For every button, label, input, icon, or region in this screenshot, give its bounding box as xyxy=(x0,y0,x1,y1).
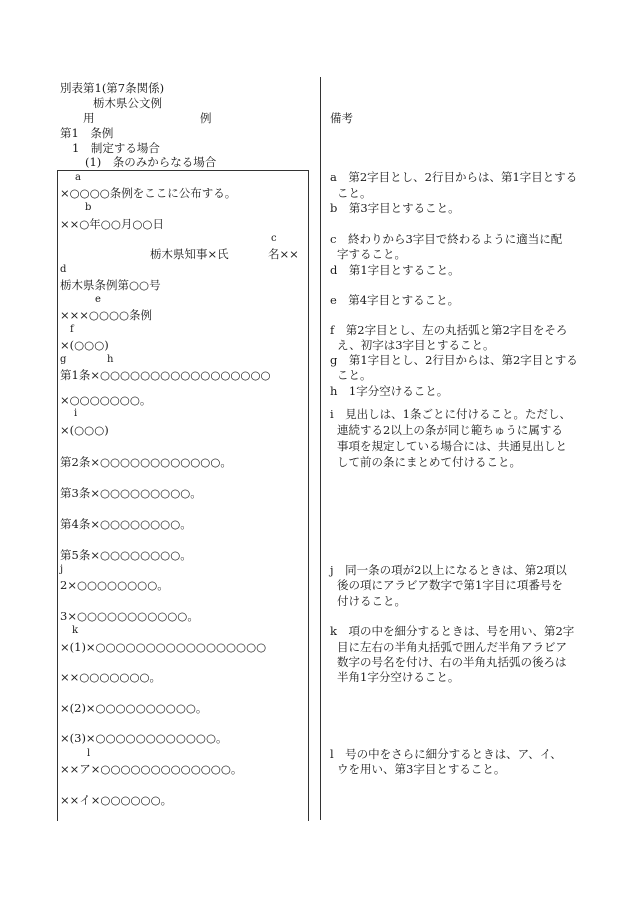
example-item-3: ×(3)×○○○○○○○○○○○○。 xyxy=(60,731,228,745)
remark-g-line: g 第1字目とし、2行目からは、第2字目とする xyxy=(330,353,578,367)
example-article-3: 第3条×○○○○○○○○○。 xyxy=(60,486,202,500)
remark-e-line: e 第4字目とすること。 xyxy=(330,293,460,307)
example-subitem-a: ××ア×○○○○○○○○○○○○○。 xyxy=(60,762,243,776)
marker-i: i xyxy=(74,408,78,419)
remark-f-line: え、初字は3字目とすること。 xyxy=(337,338,495,352)
remark-b-line: b 第3字目とすること。 xyxy=(330,201,460,215)
section-heading: 1 制定する場合 xyxy=(72,141,160,155)
remark-g-line: こと。 xyxy=(337,368,372,382)
remark-c-line: 字すること。 xyxy=(337,247,406,261)
example-ordinance-number: 栃木県条例第○○号 xyxy=(60,278,161,292)
column-header-example-left: 用 xyxy=(83,111,95,125)
column-divider xyxy=(320,77,321,820)
remark-i-line: i 見出しは、1条ごとに付けること。ただし、 xyxy=(330,407,571,421)
remark-k-line: 半角1字分空けること。 xyxy=(337,670,460,684)
example-item-2: ×(2)×○○○○○○○○○○。 xyxy=(60,701,208,715)
remark-i-line: 事項を規定している場合には、共通見出しと xyxy=(337,439,567,453)
remark-d-line: d 第1字目とすること。 xyxy=(330,263,460,277)
remark-j-line: 後の項にアラビア数字で第1字目に項番号を xyxy=(337,578,563,592)
example-article-1-line-1: 第1条×○○○○○○○○○○○○○○○○○ xyxy=(60,368,271,382)
remark-f-line: f 第2字目とし、左の丸括弧と第2字目をそろ xyxy=(330,323,568,337)
remark-l-line: ウを用い、第3字目とすること。 xyxy=(337,762,506,776)
marker-b: b xyxy=(85,202,92,213)
example-ordinance-title: ×××○○○○条例 xyxy=(60,308,153,322)
marker-j: j xyxy=(60,564,64,575)
example-item-1-line-1: ×(1)×○○○○○○○○○○○○○○○○○ xyxy=(60,640,267,654)
example-paragraph-2: 2×○○○○○○○○。 xyxy=(60,578,169,592)
marker-c: c xyxy=(271,233,277,244)
remark-k-line: k 項の中を細分するときは、号を用い、第2字 xyxy=(330,624,575,638)
marker-k: k xyxy=(72,625,79,636)
remark-l-line: l 号の中をさらに細分するときは、ア、イ、 xyxy=(330,747,562,761)
remark-j-line: 付けること。 xyxy=(337,594,406,608)
remark-k-line: 数字の号名を付け、右の半角丸括弧の後ろは xyxy=(337,655,567,669)
example-signer-name: 名×× xyxy=(268,247,299,261)
table-reference: 別表第1(第7条関係) xyxy=(60,81,165,95)
marker-h: h xyxy=(107,354,114,365)
remark-a-line: こと。 xyxy=(337,186,372,200)
example-paragraph-3: 3×○○○○○○○○○○○。 xyxy=(60,609,199,623)
chapter-heading: 第1 条例 xyxy=(60,126,114,140)
marker-g: g xyxy=(60,354,67,365)
example-date: ××○年○○月○○日 xyxy=(60,217,164,231)
remark-j-line: j 同一条の項が2以上になるときは、第2項以 xyxy=(330,563,567,577)
marker-d: d xyxy=(60,264,67,275)
remark-i-line: 連続する2以上の条が同じ範ちゅうに属する xyxy=(337,423,563,437)
subsection-heading: (1) 条のみからなる場合 xyxy=(85,155,217,169)
example-heading-2: ×(○○○) xyxy=(60,423,109,437)
example-promulgation: ×○○○○条例をここに公布する。 xyxy=(60,186,237,200)
document-title: 栃木県公文例 xyxy=(93,96,162,110)
remark-a-line: a 第2字目とし、2行目からは、第1字目とする xyxy=(330,170,578,184)
example-signer-title: 栃木県知事×氏 xyxy=(150,247,229,261)
remark-i-line: して前の条にまとめて付けること。 xyxy=(337,455,521,469)
column-header-remarks: 備考 xyxy=(330,111,353,125)
marker-l: l xyxy=(87,748,91,759)
example-article-5: 第5条×○○○○○○○○。 xyxy=(60,548,192,562)
marker-a: a xyxy=(75,172,81,183)
example-article-1-line-2: ×○○○○○○○。 xyxy=(60,393,152,407)
example-item-1-line-2: ××○○○○○○○。 xyxy=(60,670,162,684)
example-subitem-i: ××イ×○○○○○○。 xyxy=(60,793,173,807)
example-article-4: 第4条×○○○○○○○○。 xyxy=(60,517,192,531)
example-heading-1: ×(○○○) xyxy=(60,338,109,352)
remark-k-line: 目に左右の半角丸括弧で囲んだ半角アラビア xyxy=(337,640,567,654)
marker-f: f xyxy=(70,324,74,335)
example-article-2: 第2条×○○○○○○○○○○○○。 xyxy=(60,455,232,469)
column-header-example-right: 例 xyxy=(200,111,212,125)
marker-e: e xyxy=(95,294,101,305)
remark-h-line: h 1字分空けること。 xyxy=(330,384,449,398)
remark-c-line: c 終わりから3字目で終わるように適当に配 xyxy=(330,232,563,246)
